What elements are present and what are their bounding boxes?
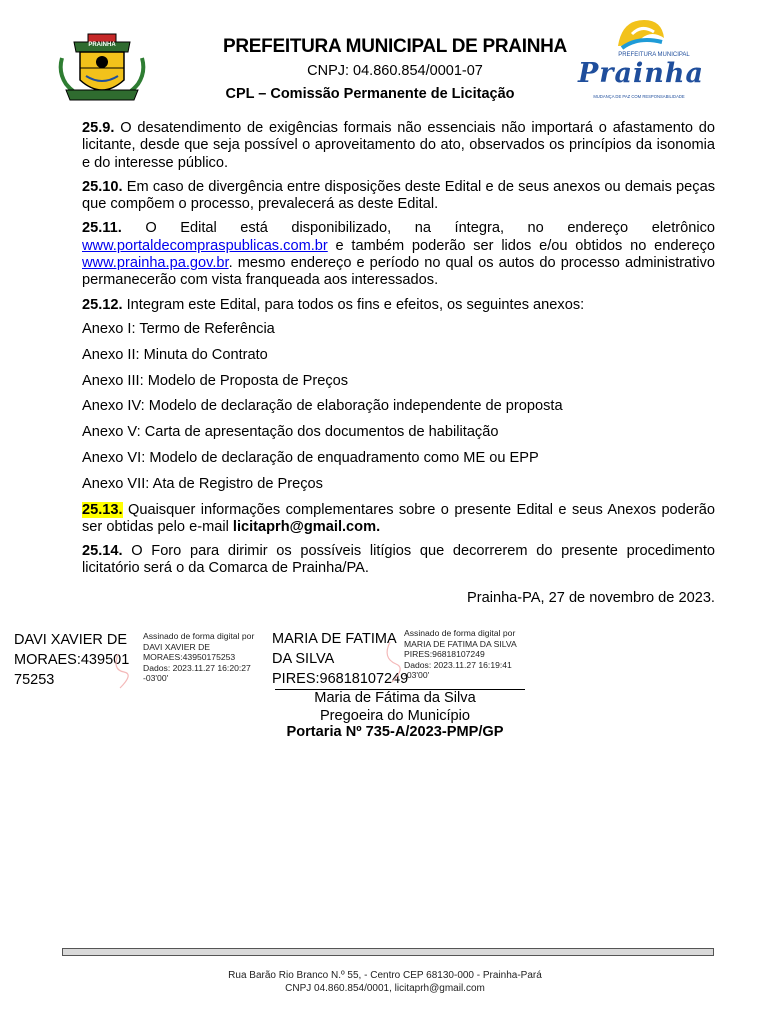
annex-item: Anexo VII: Ata de Registro de Preços — [82, 475, 323, 492]
portal-compras-link[interactable]: www.portaldecompraspublicas.com.br — [82, 237, 328, 254]
clause-25-12 — [82, 297, 715, 314]
clause-text: Quaisquer informações complementares sobre o presente Edital e seus Anexos poderão ser obtidas pelo e-mail — [82, 501, 715, 535]
contact-email: licitaprh@gmail.com. — [232, 518, 381, 535]
signature-detail-line: MARIA DE FATIMA DA SILVA — [404, 638, 517, 649]
page-title: PREFEITURA MUNICIPAL DE PRAINHA — [223, 36, 567, 57]
clause-25-10 — [82, 179, 715, 214]
signature-detail-line: Dados: 2023.11.27 16:19:41 — [404, 659, 512, 670]
clause-text: O desatendimento de exigências formais não essenciais não importará o afastamento do licitante, desde que seja possível o aproveitamento do ato, observados os princípios da isonomia e do interesse público. — [82, 120, 715, 171]
crest-banner-text: PRAINHA — [88, 42, 116, 48]
clause-text: O Foro para dirimir os possíveis litígios que decorrerem do presente procedimento licitatório será o da Comarca de Prainha/PA. — [82, 543, 715, 577]
prainha-logo — [574, 16, 704, 104]
signer-ordinance: Portaria Nº 735-A/2023-PMP/GP — [286, 724, 504, 740]
signature-detail-line: Dados: 2023.11.27 16:20:27 — [143, 662, 251, 673]
annex-item: Anexo VI: Modelo de declaração de enquadramento como ME ou EPP — [82, 449, 539, 466]
clause-text: O Edital está disponibilizado, na íntegra, no endereço eletrônico — [121, 220, 715, 237]
signature-detail-line: MORAES:43950175253 — [143, 652, 236, 662]
clause-number: 25.11. — [82, 220, 122, 237]
clause-text: . mesmo endereço e período no qual os autos do processo administrativo permanecerão com vista franqueada aos interessados. — [82, 255, 715, 289]
logo-name: Prainha — [578, 58, 705, 89]
signature-1-mark — [110, 650, 140, 690]
header-cpl: CPL – Comissão Permanente de Licitação — [225, 86, 515, 102]
clause-text: Integram este Edital, para todos os fins e efeitos, os seguintes anexos: — [122, 296, 585, 313]
footer-contact: CNPJ 04.860.854/0001, licitaprh@gmail.com — [285, 983, 485, 994]
clause-25-11 — [82, 220, 715, 289]
clause-text: Em caso de divergência entre disposições deste Edital e de seus anexos ou demais peças que compõem o processo, prevalecerá as deste Edital. — [82, 178, 715, 213]
signature-detail-line: Assinado de forma digital por — [404, 628, 516, 638]
signature-name-line: MORAES:439501 — [14, 652, 130, 668]
logo-slogan: MUDANÇA DE PAZ COM RESPONSABILIDADE — [593, 94, 685, 99]
clause-text: e também poderão ser lidos e/ou obtidos no endereço — [327, 237, 715, 254]
signature-name-line: PIRES:96818107249 — [272, 671, 409, 687]
annex-item: Anexo III: Modelo de Proposta de Preços — [82, 372, 349, 389]
footer-divider — [62, 948, 714, 956]
signature-detail-line: Assinado de forma digital por — [143, 631, 255, 641]
clause-25-13 — [82, 502, 715, 537]
edital-clauses — [82, 120, 715, 585]
signer-name: Maria de Fátima da Silva — [314, 690, 476, 706]
clause-number: 25.14. — [82, 543, 123, 560]
signature-detail-line: PIRES:96818107249 — [404, 649, 485, 659]
annex-item: Anexo I: Termo de Referência — [82, 320, 275, 337]
signature-detail-line: -03'00' — [404, 670, 430, 680]
footer-address: Rua Barão Rio Branco N.º 55, - Centro CEP 68130-000 - Prainha-Pará — [228, 970, 542, 981]
clause-number: 25.9. — [82, 120, 115, 136]
digital-signature-2-details — [404, 628, 534, 681]
clause-number-highlighted: 25.13. — [82, 501, 123, 518]
signature-2-mark — [380, 640, 410, 684]
clause-25-9 — [82, 120, 715, 172]
signature-name-line: DAVI XAVIER DE — [14, 632, 128, 648]
signature-name-line: MARIA DE FATIMA — [272, 631, 397, 647]
signer-role: Pregoeira do Município — [319, 708, 471, 724]
clause-25-14 — [82, 543, 715, 578]
signature-detail-line: -03'00' — [143, 673, 169, 683]
municipal-crest — [56, 28, 148, 108]
digital-signature-1-details — [143, 631, 268, 684]
annex-item: Anexo IV: Modelo de declaração de elaboração independente de proposta — [82, 398, 563, 415]
header-cnpj: CNPJ: 04.860.854/0001-07 — [307, 63, 483, 79]
prainha-site-link[interactable]: www.prainha.pa.gov.br — [82, 255, 229, 272]
logo-top-text: PREFEITURA MUNICIPAL — [618, 52, 690, 58]
annex-item: Anexo V: Carta de apresentação dos documentos de habilitação — [82, 424, 499, 441]
signature-name-line: 75253 — [14, 672, 55, 688]
signature-name-line: DA SILVA — [272, 651, 335, 667]
clause-number: 25.12. — [82, 296, 123, 313]
annex-item: Anexo II: Minuta do Contrato — [82, 346, 268, 363]
signature-detail-line: DAVI XAVIER DE — [143, 641, 211, 652]
place-date: Prainha-PA, 27 de novembro de 2023. — [467, 590, 715, 606]
clause-number: 25.10. — [82, 178, 123, 195]
